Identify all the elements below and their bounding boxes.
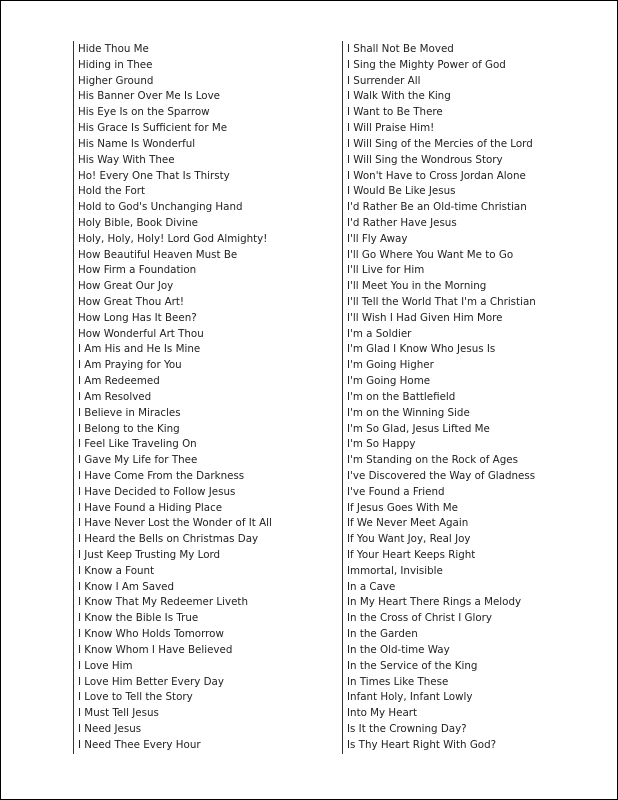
list-item: I Surrender All bbox=[347, 74, 421, 87]
list-item: Hold the Fort bbox=[78, 185, 146, 198]
list-item: I'd Rather Be an Old-time Christian bbox=[347, 201, 527, 214]
list-item: I Believe in Miracles bbox=[78, 406, 181, 419]
list-item: His Name Is Wonderful bbox=[78, 137, 196, 150]
list-item: His Eye Is on the Sparrow bbox=[78, 106, 210, 119]
left-column bbox=[73, 41, 334, 754]
list-item: I Have Come From the Darkness bbox=[78, 469, 245, 482]
list-item: Hide Thou Me bbox=[78, 43, 149, 55]
list-item: I Sing the Mighty Power of God bbox=[347, 58, 506, 71]
list-item: Higher Ground bbox=[78, 74, 154, 87]
list-item: Holy Bible, Book Divine bbox=[78, 216, 198, 229]
list-item: I Must Tell Jesus bbox=[78, 707, 159, 720]
list-item: I'll Tell the World That I'm a Christian bbox=[347, 296, 536, 308]
list-item: I'll Meet You in the Morning bbox=[347, 280, 487, 293]
list-item: I Just Keep Trusting My Lord bbox=[78, 549, 221, 561]
list-item: Immortal, Invisible bbox=[347, 564, 443, 577]
list-item: I Belong to the King bbox=[78, 422, 180, 435]
list-item: Is Thy Heart Right With God? bbox=[347, 738, 497, 751]
list-item: How Long Has It Been? bbox=[78, 311, 197, 324]
list-item: His Grace Is Sufficient for Me bbox=[78, 122, 228, 135]
list-item: I Won't Have to Cross Jordan Alone bbox=[347, 169, 526, 182]
list-item: I'm on the Winning Side bbox=[347, 406, 470, 419]
list-item: I Know the Bible Is True bbox=[78, 612, 199, 625]
list-item: I'm on the Battlefield bbox=[347, 390, 456, 403]
list-item: I'll Fly Away bbox=[347, 232, 408, 245]
list-item: If You Want Joy, Real Joy bbox=[347, 533, 471, 546]
list-item: Ho! Every One That Is Thirsty bbox=[78, 169, 230, 182]
list-item: I Walk With the King bbox=[347, 90, 451, 103]
list-item: If Your Heart Keeps Right bbox=[347, 549, 476, 561]
list-item: In the Cross of Christ I Glory bbox=[347, 612, 492, 625]
list-item: Is It the Crowning Day? bbox=[347, 722, 467, 735]
list-item: In a Cave bbox=[347, 580, 396, 593]
list-item: I'm So Glad, Jesus Lifted Me bbox=[347, 422, 490, 435]
list-item: I Would Be Like Jesus bbox=[347, 185, 456, 198]
list-item: In My Heart There Rings a Melody bbox=[347, 596, 522, 609]
list-item: I Know Who Holds Tomorrow bbox=[78, 628, 224, 641]
list-item: In the Garden bbox=[347, 628, 418, 641]
list-item: How Beautiful Heaven Must Be bbox=[78, 248, 238, 261]
list-item: I Love to Tell the Story bbox=[78, 691, 193, 704]
list-item: Infant Holy, Infant Lowly bbox=[347, 691, 473, 704]
list-item: In Times Like These bbox=[347, 675, 449, 688]
list-item: I'm So Happy bbox=[347, 438, 416, 451]
list-item: I'm a Soldier bbox=[347, 327, 412, 340]
list-item: I Will Sing the Wondrous Story bbox=[347, 153, 503, 166]
list-item: I Shall Not Be Moved bbox=[347, 43, 454, 55]
list-item: I Have Never Lost the Wonder of It All bbox=[78, 517, 272, 530]
list-item: I've Found a Friend bbox=[347, 485, 445, 498]
list-item: I Am His and He Is Mine bbox=[78, 343, 201, 356]
list-item: I Know I Am Saved bbox=[78, 580, 175, 593]
list-item: I'll Go Where You Want Me to Go bbox=[347, 248, 514, 261]
list-item: How Wonderful Art Thou bbox=[78, 327, 204, 340]
list-item: How Great Thou Art! bbox=[78, 296, 185, 308]
list-item: I'd Rather Have Jesus bbox=[347, 216, 457, 229]
list-item: His Way With Thee bbox=[78, 153, 175, 166]
list-item: How Great Our Joy bbox=[78, 280, 174, 293]
list-item: I Gave My Life for Thee bbox=[78, 454, 198, 467]
list-item: Holy, Holy, Holy! Lord God Almighty! bbox=[78, 232, 268, 245]
list-item: I Know a Fount bbox=[78, 564, 155, 577]
list-item: Hiding in Thee bbox=[78, 58, 153, 71]
list-item: I Know That My Redeemer Liveth bbox=[78, 596, 248, 609]
list-item: If We Never Meet Again bbox=[347, 517, 469, 530]
list-item: Hold to God's Unchanging Hand bbox=[78, 201, 243, 214]
list-item: In the Service of the King bbox=[347, 659, 478, 672]
list-item: In the Old-time Way bbox=[347, 643, 450, 656]
list-item: I'm Going Higher bbox=[347, 359, 434, 372]
list-item: I've Discovered the Way of Gladness bbox=[347, 469, 536, 482]
list-item: I Have Found a Hiding Place bbox=[78, 501, 223, 514]
list-item: I'm Glad I Know Who Jesus Is bbox=[347, 343, 496, 356]
list-item: I'll Wish I Had Given Him More bbox=[347, 311, 503, 324]
list-item: I'm Standing on the Rock of Ages bbox=[347, 454, 518, 467]
list-item: I'm Going Home bbox=[347, 375, 431, 388]
list-item: I Need Thee Every Hour bbox=[78, 738, 201, 751]
list-item: I Love Him Better Every Day bbox=[78, 675, 224, 688]
list-item: Into My Heart bbox=[347, 707, 418, 720]
list-item: If Jesus Goes With Me bbox=[347, 501, 458, 514]
list-item: I Am Redeemed bbox=[78, 375, 160, 388]
list-item: His Banner Over Me Is Love bbox=[78, 90, 220, 103]
list-item: I Have Decided to Follow Jesus bbox=[78, 485, 236, 498]
list-item: I Will Praise Him! bbox=[347, 122, 435, 135]
list-item: How Firm a Foundation bbox=[78, 264, 197, 277]
list-item: I Want to Be There bbox=[347, 106, 443, 119]
list-item: I Need Jesus bbox=[78, 722, 142, 735]
list-item: I Am Praying for You bbox=[78, 359, 182, 372]
list-item: I Know Whom I Have Believed bbox=[78, 643, 233, 656]
song-list-left bbox=[74, 41, 334, 754]
list-item: I Love Him bbox=[78, 659, 133, 672]
right-column bbox=[342, 41, 593, 754]
list-item: I Will Sing of the Mercies of the Lord bbox=[347, 137, 533, 150]
list-item: I Am Resolved bbox=[78, 390, 152, 403]
list-item: I'll Live for Him bbox=[347, 264, 425, 277]
list-item: I Feel Like Traveling On bbox=[78, 438, 197, 451]
list-item: I Heard the Bells on Christmas Day bbox=[78, 533, 259, 546]
song-list-right bbox=[343, 41, 593, 754]
